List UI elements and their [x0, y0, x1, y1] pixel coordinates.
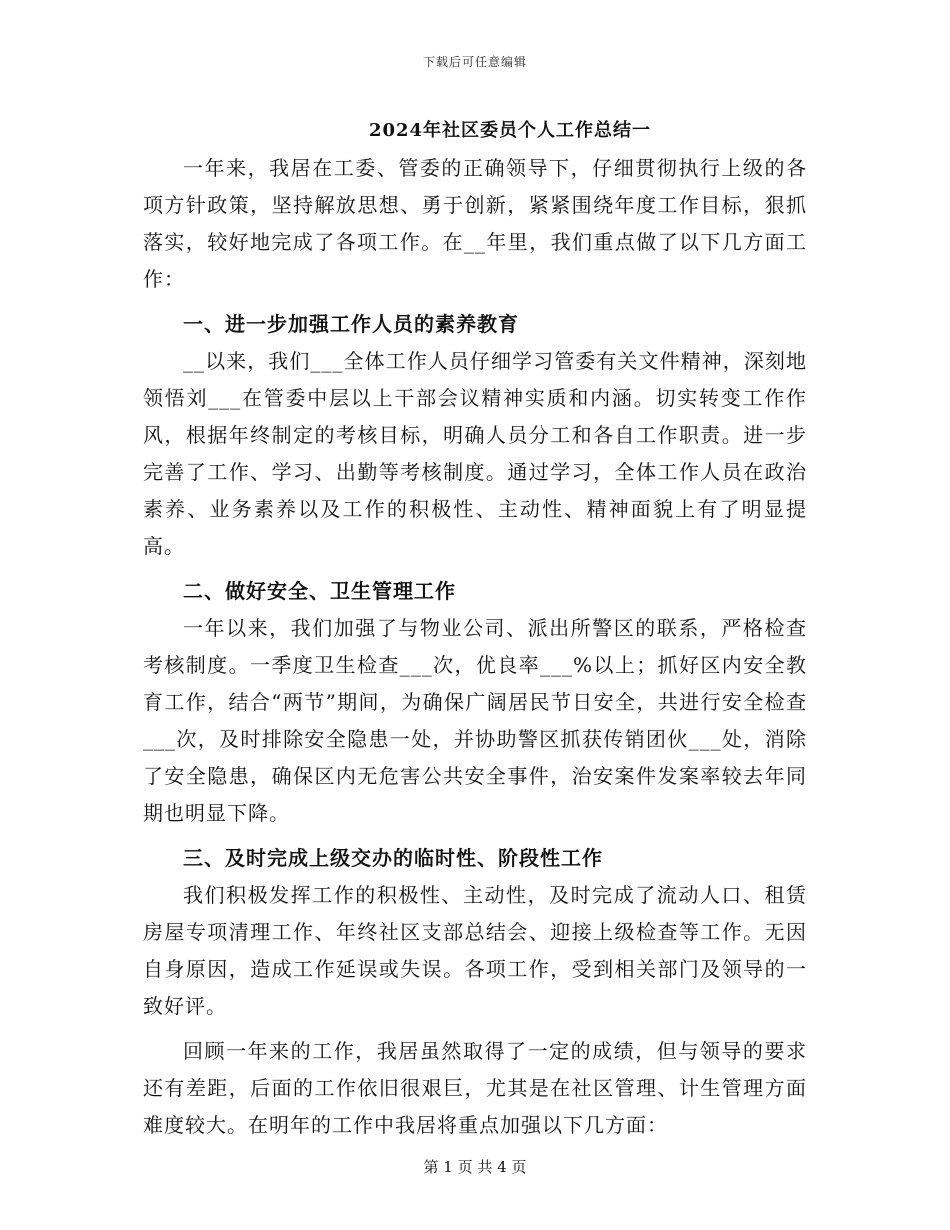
- section-heading-1: 一、进一步加强工作人员的素养教育: [183, 312, 519, 336]
- document-title: 2024年社区委员个人工作总结一: [368, 120, 652, 141]
- page-number-footer: 第 1 页 共 4 页: [423, 1158, 527, 1176]
- section-body-3: 我们积极发挥工作的积极性、主动性，及时完成了流动人口、租赁房屋专项清理工作、年终社区支部总结会、迎接上级检查等工作。无因自身原因，造成工作延误或失误。各项工作，受到相关部门及领导的一致好评。: [143, 883, 807, 1018]
- closing-paragraph: 回顾一年来的工作，我居虽然取得了一定的成绩，但与领导的要求还有差距，后面的工作依旧很艰巨，尤其是在社区管理、计生管理方面难度较大。在明年的工作中我居将重点加强以下几方面：: [143, 1039, 807, 1137]
- intro-paragraph: 一年来，我居在工委、管委的正确领导下，仔细贯彻执行上级的各项方针政策，坚持解放思想、勇于创新，紧紧围绕年度工作目标，狠抓落实，较好地完成了各项工作。在__年里，我们重点做了以下几方面工作：: [143, 156, 807, 291]
- section-body-2: 一年以来，我们加强了与物业公司、派出所警区的联系，严格检查考核制度。一季度卫生检查___次，优良率___%以上；抓好区内安全教育工作，结合“两节”期间，为确保广阔居民节日安全，共进行安全检查___次，及时排除安全隐患一处，并协助警区抓获传销团伙___处，消除了安全隐患，确保区内无危害公共安全事件，治安案件发案率较去年同期也明显下降。: [143, 616, 807, 825]
- document-body: [143, 112, 807, 1144]
- section-heading-3: 三、及时完成上级交办的临时性、阶段性工作: [183, 846, 603, 870]
- page-header-note: 下载后可任意编辑: [422, 55, 527, 69]
- section-heading-2: 二、做好安全、卫生管理工作: [183, 579, 456, 603]
- section-body-1: __以来，我们___全体工作人员仔细学习管委有关文件精神，深刻地领悟刘___在管委中层以上干部会议精神实质和内涵。切实转变工作作风，根据年终制定的考核目标，明确人员分工和各自工作职责。进一步完善了工作、学习、出勤等考核制度。通过学习，全体工作人员在政治素养、业务素养以及工作的积极性、主动性、精神面貌上有了明显提高。: [143, 349, 807, 558]
